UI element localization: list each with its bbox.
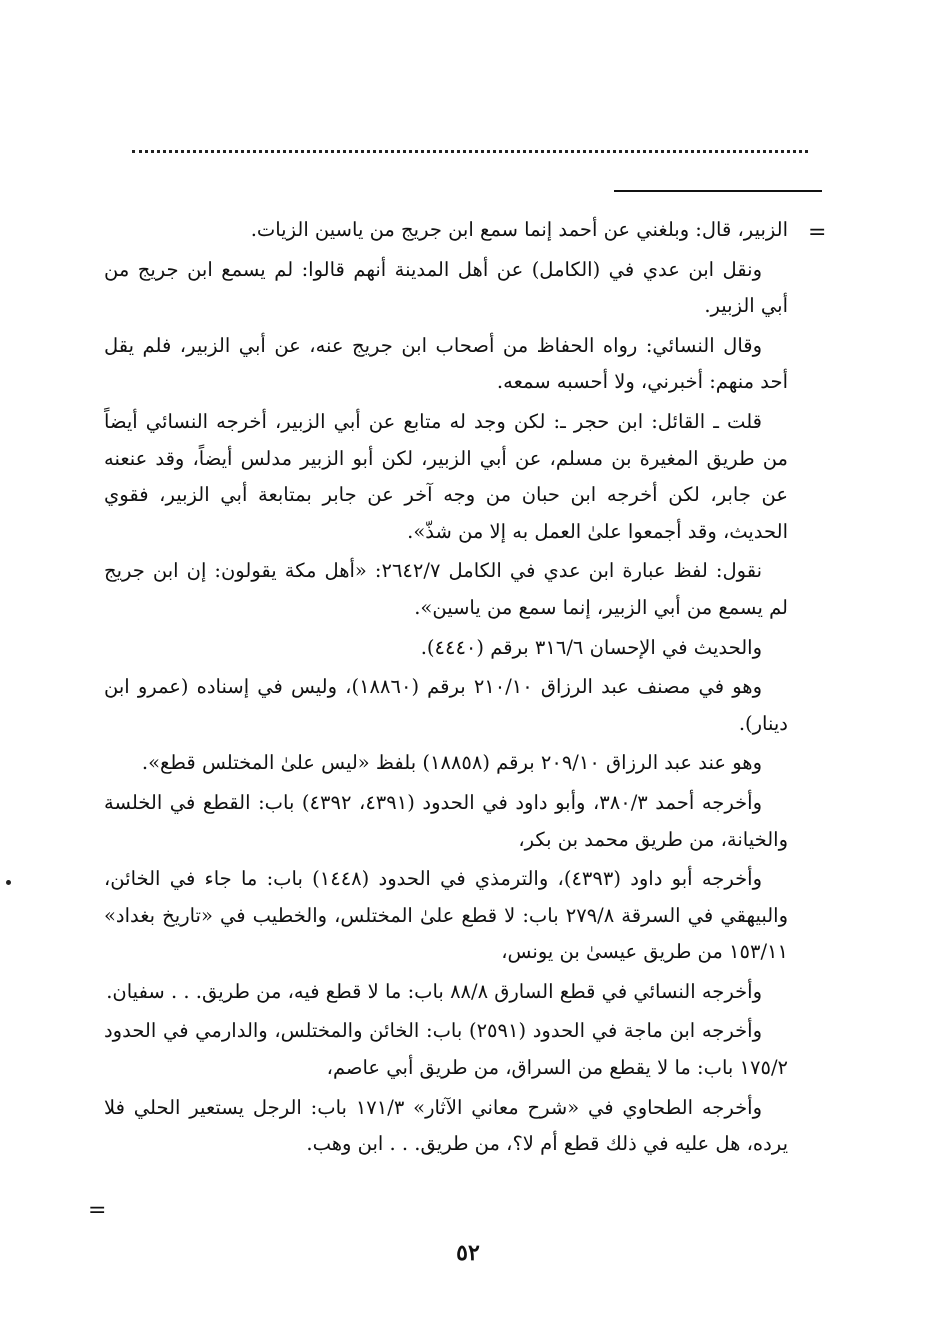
scan-mark	[6, 880, 11, 885]
paragraph: وأخرجه أبو داود (٤٣٩٣)، والترمذي في الحدود (١٤٤٨) باب: ما جاء في الخائن، والبيهقي في السرقة ٢٧٩/٨ باب: لا قطع علىٰ المختلس، والخطيب في «تاريخ بغداد» ١٥٣/١١ من طريق عيسىٰ بن يونس،	[104, 867, 788, 964]
paragraph: والحديث في الإحسان ٣١٦/٦ برقم (٤٤٤٠).	[420, 635, 762, 659]
paragraph: وأخرجه ابن ماجة في الحدود (٢٥٩١) باب: الخائن والمختلس، والدارمي في الحدود ١٧٥/٢ باب: ما لا يقطع من السراق، من طريق أبي عاصم،	[104, 1019, 788, 1080]
paragraph: وهو عند عبد الرزاق ٢٠٩/١٠ برقم (١٨٨٥٨) بلفظ «ليس علىٰ المختلس قطع».	[141, 751, 762, 775]
paragraph: وقال النسائي: رواه الحفاظ من أصحاب ابن جريج عنه، عن أبي الزبير، فلم يقل أحد منهم: أخبرني، ولا أحسبه سمعه.	[104, 333, 788, 394]
dotted-separator	[132, 150, 808, 153]
paragraph: وأخرجه الطحاوي في «شرح معاني الآثار» ١٧١/٣ باب: الرجل يستعير الحلي فلا يرده، هل عليه في ذلك قطع أم لا؟، من طريق. . . ابن وهب.	[104, 1095, 788, 1156]
continuation-mark-bottom: =	[88, 1198, 107, 1223]
footnote-text	[104, 212, 788, 1166]
paragraph: ونقل ابن عدي في (الكامل) عن أهل المدينة أنهم قالوا: لم يسمع ابن جريج من أبي الزبير.	[104, 257, 788, 318]
paragraph: قلت ـ القائل: ابن حجر ـ: لكن وجد له متابع عن أبي الزبير، أخرجه النسائي أيضاً من طريق المغيرة بن مسلم، عن أبي الزبير، لكن أبو الزبير مدلس أيضاً، وقد عنعنه عن جابر، لكن أخرجه ابن حبان من وجه آخر عن جابر بمتابعة أبي الزبير، فقوي الحديث، وقد أجمعوا علىٰ العمل به إلا من شذّ».	[104, 409, 788, 543]
paragraph: نقول: لفظ عبارة ابن عدي في الكامل ٢٦٤٢/٧: «أهل مكة يقولون: إن ابن جريج لم يسمع من أبي الزبير، إنما سمع من ياسين».	[104, 559, 788, 619]
page-number: ٥٢	[456, 1240, 480, 1266]
footnote-rule	[614, 190, 822, 192]
paragraph: وأخرجه النسائي في قطع السارق ٨٨/٨ باب: ما لا قطع فيه، من طريق. . . سفيان.	[106, 979, 762, 1003]
continuation-mark-top: =	[808, 220, 827, 245]
paragraph: وهو في مصنف عبد الرزاق ٢١٠/١٠ برقم (١٨٨٦٠)، وليس في إسناده (عمرو ابن دينار).	[104, 675, 788, 735]
paragraph: الزبير، قال: وبلغني عن أحمد إنما سمع ابن جريج من ياسين الزيات.	[250, 218, 788, 241]
paragraph: وأخرجه أحمد ٣٨٠/٣، وأبو داود في الحدود (٤٣٩١، ٤٣٩٢) باب: القطع في الخلسة والخيانة، من طريق محمد بن بكر،	[104, 790, 788, 851]
